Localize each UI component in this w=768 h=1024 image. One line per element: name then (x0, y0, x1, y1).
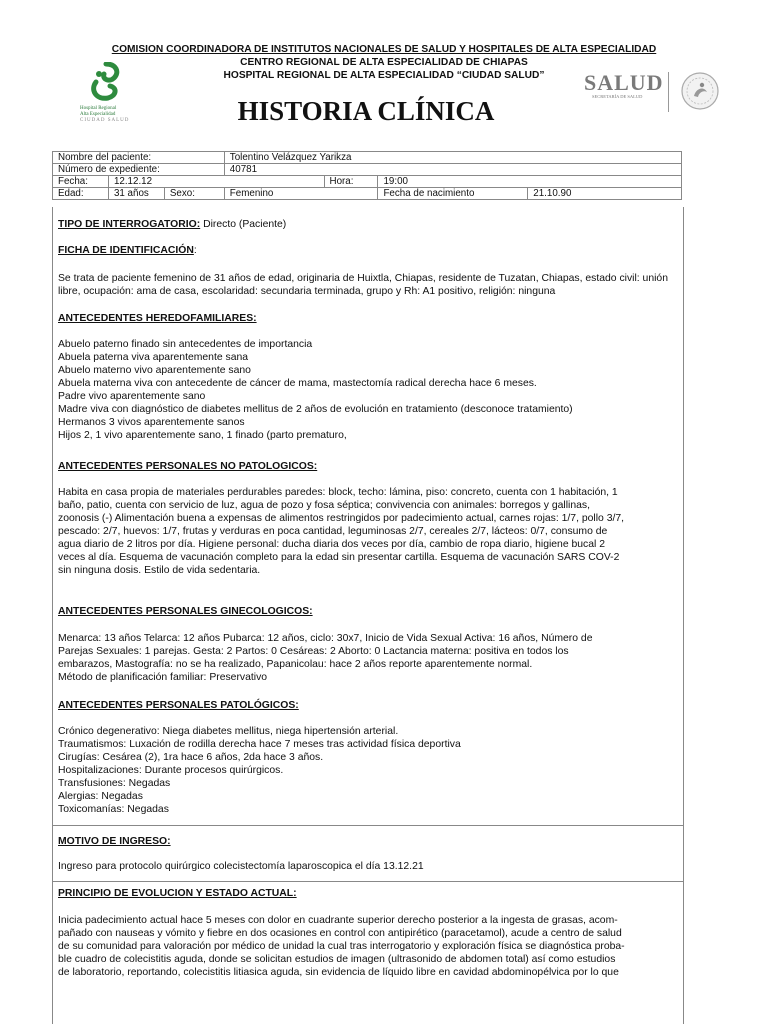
logo-text-1: Hospital Regional (80, 106, 117, 111)
birth-value: 21.10.90 (528, 188, 682, 200)
salud-logo-sub: SECRETARÍA DE SALUD (592, 94, 643, 99)
text-line: embarazos, Mastografía: no se ha realizado, Papanicolau: hace 2 años reporte aparentemente normal. (58, 659, 533, 670)
national-seal-icon (680, 70, 720, 112)
text-line: de su comunidad para valoración por médico de unidad la cual tras interrogatorio y exploración física se diagnóstica proba- (58, 941, 625, 952)
text-line: pañado con nauseas y vómito y fiebre en dos ocasiones en control con antipirético (paracetamol), acude a centro de salud (58, 928, 622, 939)
table-row (53, 164, 682, 176)
header-line-2: CENTRO REGIONAL DE ALTA ESPECIALIDAD DE CHIAPAS (240, 57, 528, 68)
no-patologicos-heading: ANTECEDENTES PERSONALES NO PATOLOGICOS: (58, 461, 318, 472)
heredo-section (58, 312, 676, 325)
file-number: 40781 (224, 164, 681, 176)
interrogatorio-section (58, 218, 676, 231)
salud-logo-word: SALUD (584, 70, 664, 95)
header-line-1: COMISION COORDINADORA DE INSTITUTOS NACIONALES DE SALUD Y HOSPITALES DE ALTA ESPECIALIDAD (111, 44, 657, 55)
ficha-heading-row (58, 244, 676, 257)
text-line: Inicia padecimiento actual hace 5 meses con dolor en cuadrante superior derecho posterior a la ingesta de grasas, acom- (58, 915, 618, 926)
text-line: veces al día. Esquema de vacunación completo para la edad sin presentar cartilla. Esquema de vacunación SARS COV-2 (58, 552, 620, 563)
list-item: Hijos 2, 1 vivo aparentemente sano, 1 finado (parto prematuro, (58, 430, 347, 441)
list-item: Abuela materna viva con antecedente de cáncer de mama, mastectomía radical derecha hace 6 meses. (58, 378, 537, 389)
motivo-section (58, 835, 676, 848)
list-item: Hospitalizaciones: Durante procesos quirúrgicos. (58, 765, 284, 776)
motivo-text: Ingreso para protocolo quirúrgico colecistectomía laparoscopica el día 13.12.21 (58, 861, 424, 872)
header-line-3: HOSPITAL REGIONAL DE ALTA ESPECIALIDAD “CIUDAD SALUD” (223, 70, 545, 81)
list-item: Cirugías: Cesárea (2), 1ra hace 6 años, 2da hace 3 años. (58, 752, 324, 763)
evolucion-section (58, 887, 676, 900)
date-label: Fecha: (53, 176, 109, 188)
logo-divider (668, 72, 669, 112)
patologicos-list (58, 725, 676, 816)
document-title: HISTORIA CLÍNICA (237, 96, 495, 126)
list-item: Madre viva con diagnóstico de diabetes mellitus de 2 años de evolución en tratamiento (desconoce tratamiento) (58, 404, 573, 415)
ficha-colon: : (193, 245, 197, 256)
list-item: Traumatismos: Luxación de rodilla derecha hace 7 meses tras actividad física deportiva (58, 739, 461, 750)
text-line: Método de planificación familiar: Preservativo (58, 672, 268, 683)
list-item: Transfusiones: Negadas (58, 778, 171, 789)
text-line: Habita en casa propia de materiales perdurables paredes: block, techo: lámina, piso: concreto, cuenta con 1 habitación, 1 (58, 487, 618, 498)
evolucion-heading: PRINCIPIO DE EVOLUCION Y ESTADO ACTUAL: (58, 888, 297, 899)
text-line: agua diario de 2 litros por día. Higiene personal: ducha diaria dos veces por día, cambio de ropa diario, higiene bucal 2 (58, 539, 606, 550)
table-row (53, 152, 682, 164)
patologicos-section (58, 699, 676, 712)
text-line: baño, patio, cuenta con servicio de luz, agua de pozo y fosa séptica; convivencia con animales: borregos y gallinas, (58, 500, 590, 511)
salud-logo (584, 70, 664, 110)
sex-label: Sexo: (164, 188, 224, 200)
gineco-section (58, 605, 676, 618)
gineco-text (58, 632, 676, 684)
patient-name-label: Nombre del paciente: (53, 152, 225, 164)
birth-label: Fecha de nacimiento (378, 188, 528, 200)
ficha-text: Se trata de paciente femenino de 31 años de edad, originaria de Huixtla, Chiapas, residente de Tuzatan, Chiapas, estado civil: unión libre, ocupación: ama de casa, escolaridad: secundaria terminada, grupo y Rh: A1 positivo, religión: ninguna (58, 273, 668, 297)
heredo-heading: ANTECEDENTES HEREDOFAMILIARES: (58, 313, 257, 324)
logo-text-3: CIUDAD SALUD (80, 118, 130, 123)
gineco-heading: ANTECEDENTES PERSONALES GINECOLOGICOS: (58, 606, 313, 617)
text-line: ble cuadro de colecistitis aguda, donde se solicitan estudios de imagen (ultrasonido de abdomen total) así como estudios (58, 954, 616, 965)
age-label: Edad: (53, 188, 109, 200)
logo-text-2: Alta Especialidad (80, 112, 116, 117)
file-number-label: Número de expediente: (53, 164, 225, 176)
section-divider (52, 825, 683, 826)
section-divider (52, 881, 683, 882)
age-value: 31 años (108, 188, 164, 200)
list-item: Abuelo materno vivo aparentemente sano (58, 365, 251, 376)
sex-value: Femenino (224, 188, 378, 200)
patient-name: Tolentino Velázquez Yarikza (224, 152, 681, 164)
list-item: Alergias: Negadas (58, 791, 143, 802)
table-row (53, 176, 682, 188)
text-line: sin ninguna dosis. Estilo de vida sedentaria. (58, 565, 261, 576)
evolucion-text (58, 914, 676, 979)
list-item: Padre vivo aparentemente sano (58, 391, 206, 402)
date-value: 12.12.12 (108, 176, 324, 188)
ficha-heading: FICHA DE IDENTIFICACIÓN (58, 245, 194, 256)
no-patologicos-section (58, 460, 676, 473)
list-item: Crónico degenerativo: Niega diabetes mellitus, niega hipertensión arterial. (58, 726, 399, 737)
no-patologicos-text (58, 486, 676, 577)
interrogatorio-heading: TIPO DE INTERROGATORIO: (58, 219, 201, 230)
text-line: de laboratorio, reportando, colecistitis litiasica aguda, sin evidencia de líquido libre en cavidad abdominopélvica por lo que (58, 967, 619, 978)
time-value: 19:00 (378, 176, 682, 188)
patient-info-table (52, 151, 682, 200)
table-row (53, 188, 682, 200)
heredo-list (58, 338, 676, 442)
text-line: zoonosis (-) Alimentación buena a expensas de alimentos restringidos por padecimiento actual, carnes rojas: 1/7, pollo 3/7, (58, 513, 625, 524)
patologicos-heading: ANTECEDENTES PERSONALES PATOLÓGICOS: (58, 700, 299, 711)
time-label: Hora: (324, 176, 378, 188)
text-line: Menarca: 13 años Telarca: 12 años Pubarca: 12 años, ciclo: 30x7, Inicio de Vida Sexual Activa: 16 años, Número de (58, 633, 593, 644)
list-item: Toxicomanías: Negadas (58, 804, 169, 815)
list-item: Abuela paterna viva aparentemente sana (58, 352, 249, 363)
text-line: Parejas Sexuales: 1 parejas. Gesta: 2 Partos: 0 Cesáreas: 2 Aborto: 0 Lactancia materna: positiva en todos los (58, 646, 569, 657)
motivo-heading: MOTIVO DE INGRESO: (58, 836, 171, 847)
interrogatorio-value: Directo (Paciente) (203, 219, 287, 230)
list-item: Abuelo paterno finado sin antecedentes de importancia (58, 339, 313, 350)
text-line: pescado: 2/7, huevos: 1/7, frutas y verduras en poca cantidad, leguminosas 2/7, cereales 2/7, lácteos: 0/7, consumo de (58, 526, 608, 537)
list-item: Hermanos 3 vivos aparentemente sanos (58, 417, 245, 428)
